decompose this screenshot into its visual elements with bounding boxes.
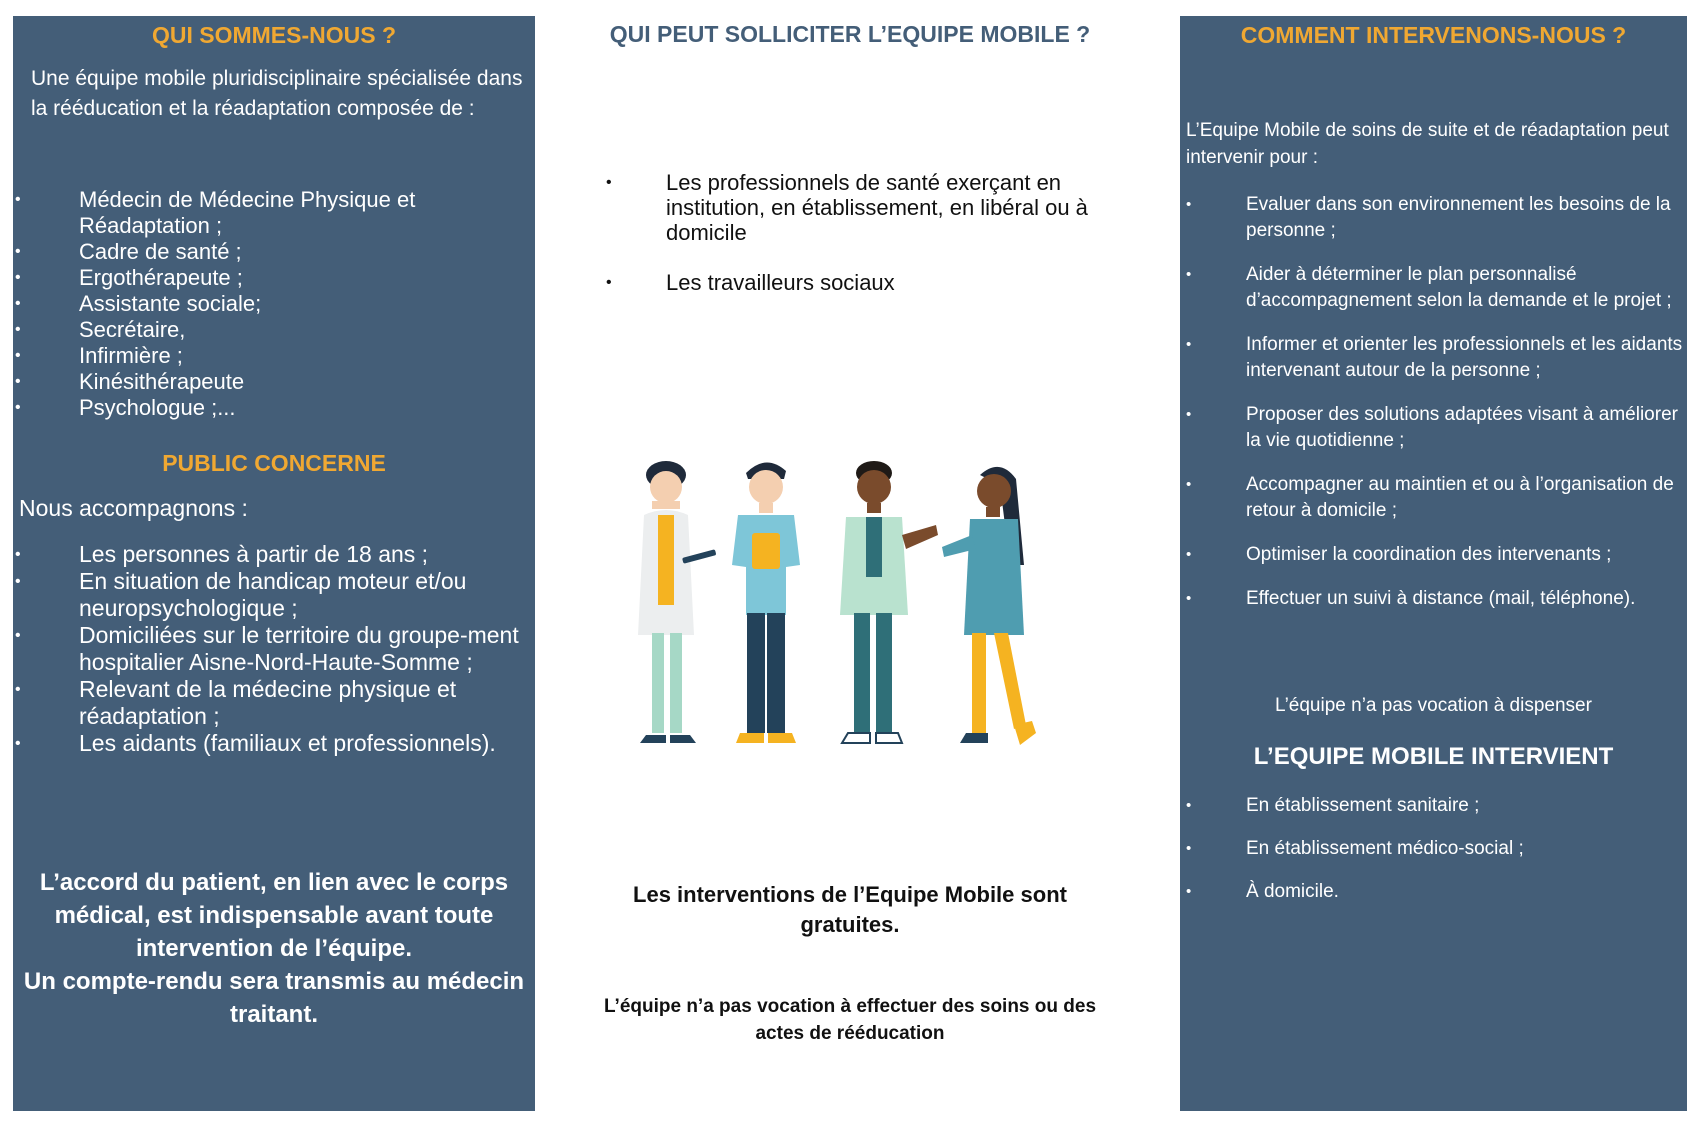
public-heading: PUBLIC CONCERNE [162, 450, 386, 476]
vocation-text: L’équipe n’a pas vocation à dispenser [1275, 695, 1592, 716]
left-panel [13, 16, 535, 1111]
list-item: • Proposer des solutions adaptées visant à améliorer la vie quotidienne ; [1180, 402, 1685, 454]
public-intro: Nous accompagnons : [19, 495, 248, 521]
therapist-figure [840, 461, 938, 743]
who-are-we-heading: QUI SOMMES-NOUS ? [151, 22, 397, 48]
report-text: Un compte-rendu sera transmis au médecin traitant. [23, 968, 525, 1028]
free-services-notice: Les interventions de l’Equipe Mobile sont gratuites. [633, 882, 1067, 937]
nurse-man-figure [732, 462, 800, 743]
list-item: • Effectuer un suivi à distance (mail, téléphone). [1180, 586, 1685, 612]
list-item: • Ergothérapeute ; [13, 265, 523, 291]
list-item: • Informer et orienter les professionnels et les aidants intervenant autour de la personne ; [1180, 332, 1685, 384]
requesters-list [600, 170, 1100, 320]
list-item: • Médecin de Médecine Physique et Réadaptation ; [13, 187, 523, 239]
team-intervenes-heading: L’EQUIPE MOBILE INTERVIENT [1253, 743, 1614, 770]
list-item: • Accompagner au maintien et ou à l’organisation de retour à domicile ; [1180, 472, 1685, 524]
list-item: • Assistante sociale; [13, 291, 523, 317]
list-item: • En situation de handicap moteur et/ou neuropsychologique ; [13, 568, 523, 622]
consent-text: L’accord du patient, en lien avec le corps médical, est indispensable avant toute intervention de l’équipe. [39, 869, 509, 962]
nurse-woman-figure [942, 467, 1036, 745]
list-item: • Relevant de la médecine physique et réadaptation ; [13, 676, 523, 730]
list-item: • Aider à déterminer le plan personnalisé d’accompagnement selon la demande et le projet ; [1180, 262, 1685, 314]
list-item: • Kinésithérapeute [13, 369, 523, 395]
list-item: • Domiciliées sur le territoire du groupe-ment hospitalier Aisne-Nord-Haute-Somme ; [13, 622, 523, 676]
doctor-figure [638, 461, 716, 743]
list-item: • Evaluer dans son environnement les besoins de la personne ; [1180, 192, 1685, 244]
no-care-notice: L’équipe n’a pas vocation à effectuer des soins ou des actes de rééducation [603, 996, 1097, 1044]
list-item: • Les aidants (familiaux et professionnels). [13, 730, 523, 757]
list-item: • Cadre de santé ; [13, 239, 523, 265]
places-list [1180, 793, 1685, 922]
list-item: • En établissement médico-social ; [1180, 836, 1685, 862]
healthcare-team-illustration [596, 455, 1106, 755]
staff-list [13, 187, 523, 421]
intervention-intro: L’Equipe Mobile de soins de suite et de réadaptation peut intervenir pour : [1186, 120, 1669, 168]
list-item: • Les professionnels de santé exerçant en institution, en établissement, en libéral ou à domicile [600, 170, 1100, 245]
list-item: • Les personnes à partir de 18 ans ; [13, 541, 523, 568]
list-item: • En établissement sanitaire ; [1180, 793, 1685, 819]
public-list [13, 541, 523, 757]
right-panel [1180, 16, 1687, 1111]
list-item: • Infirmière ; [13, 343, 523, 369]
list-item: • Psychologue ;... [13, 395, 523, 421]
team-intro: Une équipe mobile pluridisciplinaire spécialisée dans la rééducation et la réadaptation composée de : [31, 67, 523, 120]
list-item: • À domicile. [1180, 879, 1685, 905]
how-we-intervene-heading: COMMENT INTERVENONS-NOUS ? [1240, 22, 1627, 48]
list-item: • Optimiser la coordination des intervenants ; [1180, 542, 1685, 568]
intervention-list [1180, 192, 1685, 630]
who-can-request-heading: QUI PEUT SOLLICITER L’EQUIPE MOBILE ? [609, 21, 1091, 47]
list-item: • Secrétaire, [13, 317, 523, 343]
consent-notice [19, 866, 529, 1031]
list-item: • Les travailleurs sociaux [600, 270, 1100, 295]
